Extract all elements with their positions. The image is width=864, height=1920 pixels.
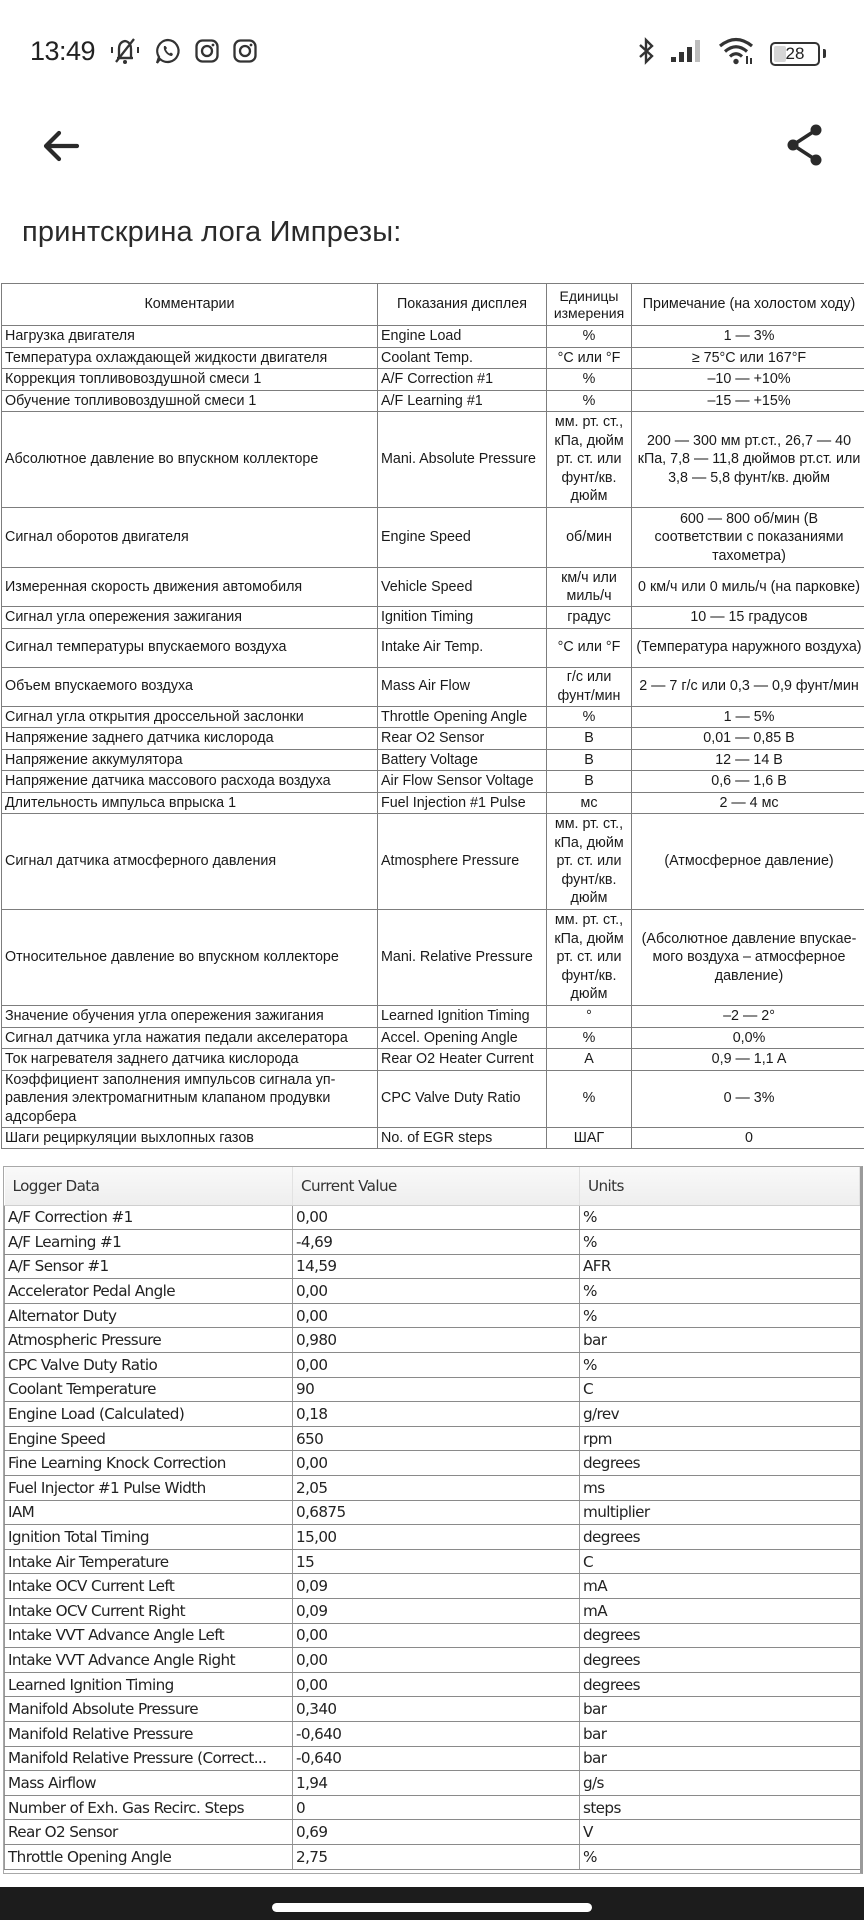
logger-parameter-cell: Ignition Total Timing — [5, 1525, 293, 1550]
logger-table-row — [5, 1353, 860, 1378]
logger-parameter-cell: Intake OCV Current Right — [5, 1599, 293, 1624]
units-cell: % — [547, 1070, 632, 1127]
comment-cell: Длительность импульса впрыска 1 — [2, 792, 378, 814]
logger-parameter-cell: Rear O2 Sensor — [5, 1820, 293, 1845]
logger-value-cell: 0,6875 — [293, 1500, 580, 1525]
logger-parameter-cell: IAM — [5, 1500, 293, 1525]
logger-value-cell: 0,18 — [293, 1402, 580, 1427]
logger-parameter-cell: Fine Learning Knock Correction — [5, 1451, 293, 1476]
units-cell: A — [547, 1049, 632, 1071]
reference-table-header — [2, 284, 864, 326]
units-cell: °C или °F — [547, 628, 632, 667]
reference-table-row — [2, 814, 864, 910]
note-cell: 2 — 4 мс — [632, 792, 864, 814]
display-cell: No. of EGR steps — [378, 1127, 547, 1149]
wifi-icon — [718, 36, 756, 71]
note-cell: 10 — 15 градусов — [632, 607, 864, 629]
note-cell: –10 — +10% — [632, 369, 864, 391]
post-title: принтскрина лога Импрезы: — [22, 216, 402, 248]
logger-value-cell: 0,00 — [293, 1623, 580, 1648]
reference-table-row — [2, 792, 864, 814]
note-cell: 2 — 7 г/с или 0,3 — 0,9 фунт/мин — [632, 667, 864, 706]
units-cell: мм. рт. ст., кПа, дюйм рт. ст. или фунт/кв. дюйм — [547, 412, 632, 508]
logger-units-cell: degrees — [580, 1451, 860, 1476]
logger-table-body — [5, 1205, 860, 1869]
logger-table-row — [5, 1426, 860, 1451]
note-cell: 0,9 — 1,1 A — [632, 1049, 864, 1071]
note-cell: 0 — 3% — [632, 1070, 864, 1127]
logger-parameter-cell: Learned Ignition Timing — [5, 1672, 293, 1697]
logger-units-cell: bar — [580, 1746, 860, 1771]
signal-icon — [670, 38, 704, 69]
units-cell: % — [547, 390, 632, 412]
note-cell: 200 — 300 мм рт.ст., 26,7 — 40 кПа, 7,8 — 11,8 дюймов рт.ст. или 3,8 — 5,8 фунт/кв. дюйм — [632, 412, 864, 508]
logger-table-row — [5, 1623, 860, 1648]
comment-cell: Относительное давление во впускном коллекторе — [2, 910, 378, 1006]
logger-units-cell: rpm — [580, 1426, 860, 1451]
header-display: Показания дисплея — [378, 284, 547, 326]
instagram-icon — [232, 38, 258, 69]
logger-value-cell: 650 — [293, 1426, 580, 1451]
logger-table-row — [5, 1672, 860, 1697]
comment-cell: Коррекция топливовоздушной смеси 1 — [2, 369, 378, 391]
logger-value-cell: 0,00 — [293, 1451, 580, 1476]
reference-table-row — [2, 771, 864, 793]
display-cell: Mani. Relative Pressure — [378, 910, 547, 1006]
logger-units-cell: steps — [580, 1795, 860, 1820]
logger-table-row — [5, 1205, 860, 1230]
instagram-icon — [194, 38, 220, 69]
arrow-left-icon — [41, 128, 81, 164]
units-cell: км/ч или миль/ч — [547, 568, 632, 607]
comment-cell: Сигнал датчика угла нажатия педали акселератора — [2, 1027, 378, 1049]
comment-cell: Сигнал оборотов двигателя — [2, 508, 378, 568]
logger-units-cell: bar — [580, 1697, 860, 1722]
logger-value-cell: 0,69 — [293, 1820, 580, 1845]
logger-parameter-cell: Alternator Duty — [5, 1303, 293, 1328]
reference-table-row — [2, 1027, 864, 1049]
logger-table-row — [5, 1525, 860, 1550]
logger-parameter-cell: Number of Exh. Gas Recirc. Steps — [5, 1795, 293, 1820]
system-icons — [636, 36, 826, 71]
battery-level-fill — [774, 46, 786, 62]
logger-table-row — [5, 1648, 860, 1673]
back-button[interactable] — [36, 124, 86, 168]
status-time: 13:49 — [30, 36, 96, 66]
reference-table-row — [2, 1127, 864, 1149]
logger-table-row — [5, 1771, 860, 1796]
units-cell: В — [547, 749, 632, 771]
logger-table-row — [5, 1254, 860, 1279]
reference-table-body — [2, 326, 864, 1149]
logger-table-row — [5, 1328, 860, 1353]
logger-value-cell: 0 — [293, 1795, 580, 1820]
share-icon — [785, 123, 825, 167]
logger-parameter-cell: Coolant Temperature — [5, 1377, 293, 1402]
note-cell: –2 — 2° — [632, 1006, 864, 1028]
battery-tip — [823, 49, 826, 58]
units-cell: об/мин — [547, 508, 632, 568]
logger-parameter-cell: A/F Correction #1 — [5, 1205, 293, 1230]
reference-table-row — [2, 667, 864, 706]
logger-units-cell: % — [580, 1303, 860, 1328]
header-note: Примечание (на холостом ходу) — [632, 284, 864, 326]
logger-value-cell: -0,640 — [293, 1746, 580, 1771]
silent-mode-icon — [108, 36, 142, 71]
comment-cell: Температура охлаждающей жидкости двигателя — [2, 347, 378, 369]
logger-units-cell: bar — [580, 1328, 860, 1353]
logger-table — [4, 1167, 860, 1870]
logger-parameter-cell: Fuel Injector #1 Pulse Width — [5, 1476, 293, 1501]
units-cell: °C или °F — [547, 347, 632, 369]
logger-parameter-cell: A/F Learning #1 — [5, 1230, 293, 1255]
display-cell: Coolant Temp. — [378, 347, 547, 369]
logger-value-cell: 0,09 — [293, 1574, 580, 1599]
reference-table-row — [2, 1006, 864, 1028]
reference-table-row — [2, 749, 864, 771]
units-cell: мм. рт. ст., кПа, дюйм рт. ст. или фунт/кв. дюйм — [547, 814, 632, 910]
comment-cell: Шаги рециркуляции выхлопных газов — [2, 1127, 378, 1149]
comment-cell: Обучение топливовоздушной смеси 1 — [2, 390, 378, 412]
display-cell: Atmosphere Pressure — [378, 814, 547, 910]
logger-table-row — [5, 1279, 860, 1304]
note-cell: 0,01 — 0,85 В — [632, 728, 864, 750]
logger-parameter-cell: Engine Speed — [5, 1426, 293, 1451]
reference-table-row — [2, 1049, 864, 1071]
comment-cell: Абсолютное давление во впускном коллекторе — [2, 412, 378, 508]
display-cell: A/F Learning #1 — [378, 390, 547, 412]
note-cell: 1 — 3% — [632, 326, 864, 348]
logger-units-cell: C — [580, 1549, 860, 1574]
logger-value-cell: 2,05 — [293, 1476, 580, 1501]
logger-table-row — [5, 1574, 860, 1599]
logger-table-row — [5, 1820, 860, 1845]
logger-value-cell: 15,00 — [293, 1525, 580, 1550]
units-cell: градус — [547, 607, 632, 629]
logger-parameter-cell: Manifold Absolute Pressure — [5, 1697, 293, 1722]
reference-table-row — [2, 910, 864, 1006]
note-cell: (Абсолютное давление впускае-мого воздуха – атмосферное давление) — [632, 910, 864, 1006]
note-cell: 0,6 — 1,6 В — [632, 771, 864, 793]
note-cell: 600 — 800 об/мин (В соответствии с показаниями тахометра) — [632, 508, 864, 568]
bluetooth-icon — [636, 36, 656, 71]
logger-units-cell: C — [580, 1377, 860, 1402]
display-cell: Vehicle Speed — [378, 568, 547, 607]
reference-table — [1, 283, 864, 1149]
logger-parameter-cell: Intake OCV Current Left — [5, 1574, 293, 1599]
logger-table-row — [5, 1844, 860, 1869]
display-cell: Throttle Opening Angle — [378, 706, 547, 728]
logger-units-cell: AFR — [580, 1254, 860, 1279]
units-cell: г/с или фунт/мин — [547, 667, 632, 706]
logger-units-cell: mA — [580, 1599, 860, 1624]
logger-value-cell: 0,00 — [293, 1648, 580, 1673]
comment-cell: Напряжение аккумулятора — [2, 749, 378, 771]
comment-cell: Сигнал угла опережения зажигания — [2, 607, 378, 629]
reference-table-row — [2, 607, 864, 629]
comment-cell: Ток нагревателя заднего датчика кислорода — [2, 1049, 378, 1071]
note-cell: 12 — 14 В — [632, 749, 864, 771]
display-cell: Fuel Injection #1 Pulse — [378, 792, 547, 814]
display-cell: Ignition Timing — [378, 607, 547, 629]
comment-cell: Сигнал датчика атмосферного давления — [2, 814, 378, 910]
display-cell: Learned Ignition Timing — [378, 1006, 547, 1028]
reference-table-row — [2, 347, 864, 369]
logger-parameter-cell: Atmospheric Pressure — [5, 1328, 293, 1353]
logger-units-cell: % — [580, 1230, 860, 1255]
header-comments: Комментарии — [2, 284, 378, 326]
logger-units-cell: degrees — [580, 1623, 860, 1648]
display-cell: Rear O2 Sensor — [378, 728, 547, 750]
logger-units-cell: ms — [580, 1476, 860, 1501]
reference-table-row — [2, 326, 864, 348]
reference-table-row — [2, 390, 864, 412]
logger-parameter-cell: Manifold Relative Pressure (Correct... — [5, 1746, 293, 1771]
logger-units-cell: g/rev — [580, 1402, 860, 1427]
units-cell: ШАГ — [547, 1127, 632, 1149]
logger-table-row — [5, 1377, 860, 1402]
logger-value-cell: 0,00 — [293, 1205, 580, 1230]
logger-units-cell: V — [580, 1820, 860, 1845]
logger-value-cell: -0,640 — [293, 1721, 580, 1746]
logger-value-cell: 14,59 — [293, 1254, 580, 1279]
units-cell: % — [547, 369, 632, 391]
units-cell: % — [547, 1027, 632, 1049]
display-cell: Battery Voltage — [378, 749, 547, 771]
units-cell: В — [547, 728, 632, 750]
logger-value-cell: 90 — [293, 1377, 580, 1402]
navigation-bar — [0, 1887, 864, 1920]
battery-icon — [770, 42, 820, 66]
display-cell: Air Flow Sensor Voltage — [378, 771, 547, 793]
header-current-value: Current Value — [293, 1167, 580, 1205]
display-cell: Engine Speed — [378, 508, 547, 568]
units-cell: % — [547, 326, 632, 348]
logger-units-cell: % — [580, 1279, 860, 1304]
reference-table-row — [2, 568, 864, 607]
logger-units-cell: % — [580, 1844, 860, 1869]
units-cell: ° — [547, 1006, 632, 1028]
logger-parameter-cell: A/F Sensor #1 — [5, 1254, 293, 1279]
logger-value-cell: 2,75 — [293, 1844, 580, 1869]
display-cell: Intake Air Temp. — [378, 628, 547, 667]
logger-table-row — [5, 1697, 860, 1722]
logger-parameter-cell: Manifold Relative Pressure — [5, 1721, 293, 1746]
display-cell: CPC Valve Duty Ratio — [378, 1070, 547, 1127]
header-logger-data: Logger Data — [5, 1167, 293, 1205]
logger-parameter-cell: Throttle Opening Angle — [5, 1844, 293, 1869]
note-cell: 0 — [632, 1127, 864, 1149]
logger-parameter-cell: Intake VVT Advance Angle Right — [5, 1648, 293, 1673]
note-cell: ≥ 75°C или 167°F — [632, 347, 864, 369]
logger-units-cell: g/s — [580, 1771, 860, 1796]
logger-value-cell: 0,09 — [293, 1599, 580, 1624]
note-cell: (Атмосферное давление) — [632, 814, 864, 910]
note-cell: 0,0% — [632, 1027, 864, 1049]
logger-table-row — [5, 1746, 860, 1771]
logger-table-row — [5, 1451, 860, 1476]
status-bar — [0, 0, 864, 100]
logger-value-cell: 0,340 — [293, 1697, 580, 1722]
logger-value-cell: 15 — [293, 1549, 580, 1574]
comment-cell: Коэффициент заполнения импульсов сигнала уп-равления электромагнитным клапаном продувки адсорбера — [2, 1070, 378, 1127]
comment-cell: Напряжение датчика массового расхода воздуха — [2, 771, 378, 793]
display-cell: Accel. Opening Angle — [378, 1027, 547, 1049]
logger-value-cell: 0,980 — [293, 1328, 580, 1353]
logger-table-row — [5, 1303, 860, 1328]
logger-parameter-cell: Mass Airflow — [5, 1771, 293, 1796]
header-units: Единицы измерения — [547, 284, 632, 326]
logger-table-row — [5, 1500, 860, 1525]
logger-table-row — [5, 1721, 860, 1746]
logger-table-row — [5, 1549, 860, 1574]
reference-table-row — [2, 1070, 864, 1127]
logger-table-row — [5, 1476, 860, 1501]
logger-parameter-cell: Accelerator Pedal Angle — [5, 1279, 293, 1304]
display-cell: A/F Correction #1 — [378, 369, 547, 391]
comment-cell: Объем впускаемого воздуха — [2, 667, 378, 706]
units-cell: % — [547, 706, 632, 728]
note-cell: 1 — 5% — [632, 706, 864, 728]
comment-cell: Значение обучения угла опережения зажигания — [2, 1006, 378, 1028]
note-cell: (Температура наружного воздуха) — [632, 628, 864, 667]
reference-table-row — [2, 728, 864, 750]
reference-table-row — [2, 628, 864, 667]
logger-units-cell: degrees — [580, 1648, 860, 1673]
home-gesture-pill[interactable] — [272, 1903, 592, 1912]
comment-cell: Нагрузка двигателя — [2, 326, 378, 348]
logger-value-cell: 0,00 — [293, 1303, 580, 1328]
display-cell: Rear O2 Heater Current — [378, 1049, 547, 1071]
reference-table-row — [2, 508, 864, 568]
logger-table-row — [5, 1795, 860, 1820]
logger-units-cell: % — [580, 1205, 860, 1230]
whatsapp-icon — [154, 37, 182, 70]
logger-value-cell: 0,00 — [293, 1279, 580, 1304]
logger-table-row — [5, 1402, 860, 1427]
logger-table-header — [5, 1167, 860, 1205]
units-cell: В — [547, 771, 632, 793]
logger-parameter-cell: Intake VVT Advance Angle Left — [5, 1623, 293, 1648]
reference-table-row — [2, 369, 864, 391]
comment-cell: Сигнал температуры впускаемого воздуха — [2, 628, 378, 667]
note-cell: –15 — +15% — [632, 390, 864, 412]
logger-units-cell: mA — [580, 1574, 860, 1599]
logger-value-cell: -4,69 — [293, 1230, 580, 1255]
comment-cell: Напряжение заднего датчика кислорода — [2, 728, 378, 750]
logger-units-cell: % — [580, 1353, 860, 1378]
reference-table-row — [2, 412, 864, 508]
logger-value-cell: 1,94 — [293, 1771, 580, 1796]
logger-units-cell: multiplier — [580, 1500, 860, 1525]
app-bar — [0, 110, 864, 180]
logger-table-container — [3, 1166, 863, 1874]
share-button[interactable] — [780, 120, 830, 170]
logger-parameter-cell: Intake Air Temperature — [5, 1549, 293, 1574]
logger-table-row — [5, 1599, 860, 1624]
logger-units-cell: bar — [580, 1721, 860, 1746]
logger-value-cell: 0,00 — [293, 1353, 580, 1378]
logger-value-cell: 0,00 — [293, 1672, 580, 1697]
logger-parameter-cell: Engine Load (Calculated) — [5, 1402, 293, 1427]
notification-icons — [108, 36, 258, 71]
logger-units-cell: degrees — [580, 1672, 860, 1697]
display-cell: Mani. Absolute Pressure — [378, 412, 547, 508]
battery-level-text: 28 — [785, 43, 805, 63]
logger-parameter-cell: CPC Valve Duty Ratio — [5, 1353, 293, 1378]
display-cell: Engine Load — [378, 326, 547, 348]
units-cell: мс — [547, 792, 632, 814]
units-cell: мм. рт. ст., кПа, дюйм рт. ст. или фунт/кв. дюйм — [547, 910, 632, 1006]
logger-table-row — [5, 1230, 860, 1255]
logger-units-cell: degrees — [580, 1525, 860, 1550]
header-units: Units — [580, 1167, 860, 1205]
note-cell: 0 км/ч или 0 миль/ч (на парковке) — [632, 568, 864, 607]
display-cell: Mass Air Flow — [378, 667, 547, 706]
comment-cell: Сигнал угла открытия дроссельной заслонки — [2, 706, 378, 728]
comment-cell: Измеренная скорость движения автомобиля — [2, 568, 378, 607]
reference-table-row — [2, 706, 864, 728]
